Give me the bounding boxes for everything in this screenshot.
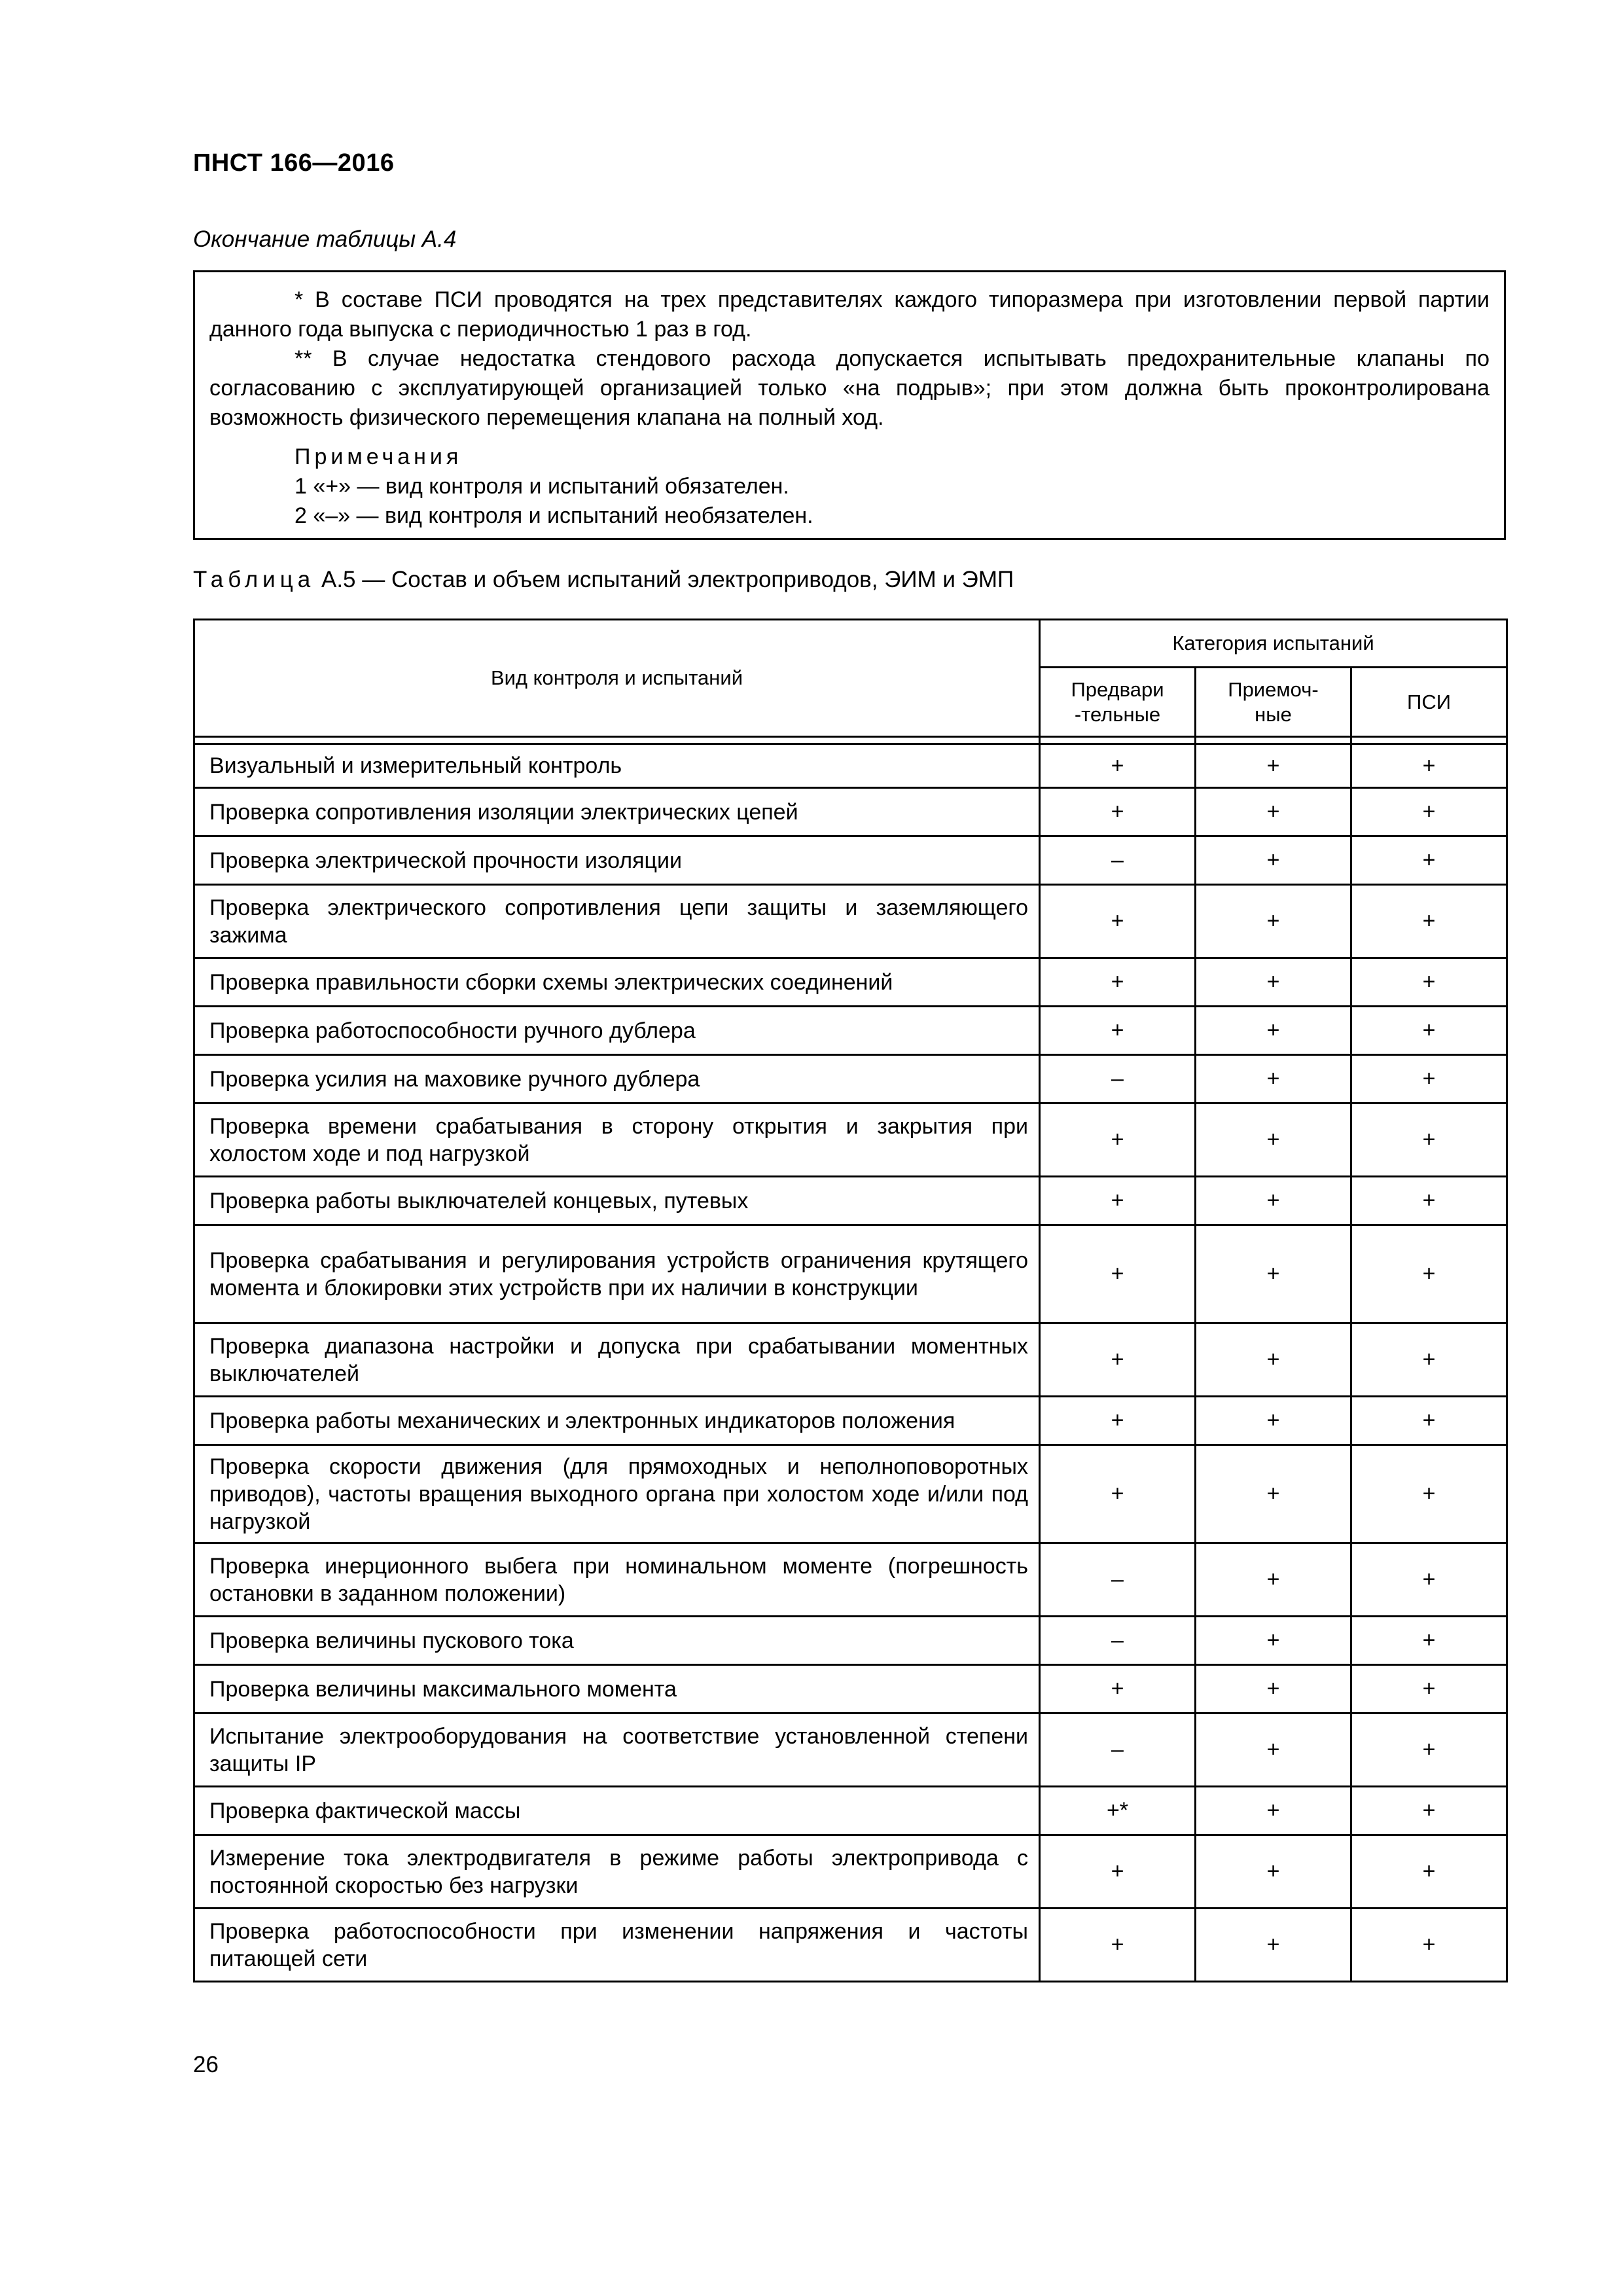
table-row bbox=[194, 836, 1507, 885]
acceptance-mark: + bbox=[1196, 1177, 1351, 1225]
table-caption-word: Таблица bbox=[193, 567, 315, 592]
table-row bbox=[194, 958, 1507, 1007]
gap-cell bbox=[194, 737, 1040, 744]
test-name-cell: Проверка инерционного выбега при номинальном моменте (погрешность остановки в заданном положении) bbox=[194, 1543, 1040, 1617]
table-row bbox=[194, 744, 1507, 788]
gap-cell bbox=[1040, 737, 1196, 744]
preliminary-mark: + bbox=[1040, 958, 1196, 1007]
psi-mark: + bbox=[1351, 1543, 1507, 1617]
preliminary-mark: + bbox=[1040, 1177, 1196, 1225]
test-name-cell: Проверка работы механических и электронных индикаторов положения bbox=[194, 1397, 1040, 1445]
psi-mark: + bbox=[1351, 1397, 1507, 1445]
psi-mark: + bbox=[1351, 1787, 1507, 1835]
page-number: 26 bbox=[193, 2052, 219, 2077]
table-row bbox=[194, 1323, 1507, 1397]
table-caption bbox=[193, 567, 1014, 593]
acceptance-mark: + bbox=[1196, 1397, 1351, 1445]
preliminary-mark: – bbox=[1040, 1543, 1196, 1617]
acceptance-mark: + bbox=[1196, 885, 1351, 958]
preliminary-mark: + bbox=[1040, 744, 1196, 788]
preliminary-mark: + bbox=[1040, 1665, 1196, 1713]
preliminary-mark: + bbox=[1040, 1397, 1196, 1445]
table-row bbox=[194, 1007, 1507, 1055]
preliminary-mark: – bbox=[1040, 1713, 1196, 1787]
header-acceptance bbox=[1196, 668, 1351, 737]
psi-mark: + bbox=[1351, 744, 1507, 788]
gap-cell bbox=[1196, 737, 1351, 744]
test-name-cell: Проверка величины максимального момента bbox=[194, 1665, 1040, 1713]
acceptance-mark: + bbox=[1196, 1055, 1351, 1103]
acceptance-mark: + bbox=[1196, 788, 1351, 836]
table-row bbox=[194, 1543, 1507, 1617]
test-name-cell: Проверка диапазона настройки и допуска при срабатывании моментных выключателей bbox=[194, 1323, 1040, 1397]
table-row bbox=[194, 1665, 1507, 1713]
table-body bbox=[194, 737, 1507, 1982]
header-acceptance-label: Приемоч-ные bbox=[1228, 677, 1319, 726]
test-name-cell: Проверка фактической массы bbox=[194, 1787, 1040, 1835]
psi-mark: + bbox=[1351, 1055, 1507, 1103]
psi-mark: + bbox=[1351, 1909, 1507, 1982]
preliminary-mark: + bbox=[1040, 1909, 1196, 1982]
acceptance-mark: + bbox=[1196, 1665, 1351, 1713]
test-name-cell: Проверка величины пускового тока bbox=[194, 1617, 1040, 1665]
continuation-caption: Окончание таблицы А.4 bbox=[193, 226, 457, 252]
acceptance-mark: + bbox=[1196, 1835, 1351, 1909]
header-psi: ПСИ bbox=[1351, 668, 1507, 737]
preliminary-mark: – bbox=[1040, 1617, 1196, 1665]
table-row bbox=[194, 1397, 1507, 1445]
psi-mark: + bbox=[1351, 1665, 1507, 1713]
acceptance-mark: + bbox=[1196, 1617, 1351, 1665]
header-test-category: Категория испытаний bbox=[1040, 620, 1507, 668]
table-row bbox=[194, 1713, 1507, 1787]
test-name-cell: Проверка работоспособности при изменении напряжения и частоты питающей сети bbox=[194, 1909, 1040, 1982]
header-test-type: Вид контроля и испытаний bbox=[194, 620, 1040, 737]
acceptance-mark: + bbox=[1196, 744, 1351, 788]
document-code: ПНСТ 166—2016 bbox=[193, 149, 395, 177]
test-name-cell: Проверка работы выключателей концевых, путевых bbox=[194, 1177, 1040, 1225]
header-preliminary-label: Предвари-тельные bbox=[1071, 677, 1164, 726]
note-1: 1 «+» — вид контроля и испытаний обязателен. bbox=[294, 474, 789, 499]
psi-mark: + bbox=[1351, 1103, 1507, 1177]
preliminary-mark: + bbox=[1040, 1103, 1196, 1177]
preliminary-mark: + bbox=[1040, 1835, 1196, 1909]
footnote-box bbox=[193, 270, 1506, 540]
table-row bbox=[194, 1177, 1507, 1225]
table-caption-rest: А.5 — Состав и объем испытаний электроприводов, ЭИМ и ЭМП bbox=[321, 567, 1014, 592]
acceptance-mark: + bbox=[1196, 958, 1351, 1007]
test-name-cell: Проверка скорости движения (для прямоходных и неполноповоротных приводов), частоты вращения выходного органа при холостом ходе и/или под нагрузкой bbox=[194, 1445, 1040, 1543]
test-name-cell: Измерение тока электродвигателя в режиме работы электропривода с постоянной скоростью без нагрузки bbox=[194, 1835, 1040, 1909]
psi-mark: + bbox=[1351, 1007, 1507, 1055]
psi-mark: + bbox=[1351, 885, 1507, 958]
table-row bbox=[194, 1909, 1507, 1982]
preliminary-mark: + bbox=[1040, 1323, 1196, 1397]
tests-table bbox=[193, 619, 1508, 1982]
acceptance-mark: + bbox=[1196, 1323, 1351, 1397]
preliminary-mark: + bbox=[1040, 788, 1196, 836]
psi-mark: + bbox=[1351, 1445, 1507, 1543]
table-row bbox=[194, 1103, 1507, 1177]
header-preliminary bbox=[1040, 668, 1196, 737]
table-row bbox=[194, 1835, 1507, 1909]
psi-mark: + bbox=[1351, 788, 1507, 836]
test-name-cell: Испытание электрооборудования на соответствие установленной степени защиты IP bbox=[194, 1713, 1040, 1787]
acceptance-mark: + bbox=[1196, 1543, 1351, 1617]
table-row bbox=[194, 1445, 1507, 1543]
test-name-cell: Проверка срабатывания и регулирования устройств ограничения крутящего момента и блокировки этих устройств при их наличии в конструкции bbox=[194, 1225, 1040, 1323]
gap-cell bbox=[1351, 737, 1507, 744]
footnote-1: * В составе ПСИ проводятся на трех представителях каждого типоразмера при изготовлении первой партии данного года выпуска с периодичностью 1 раз в год. bbox=[209, 287, 1489, 342]
psi-mark: + bbox=[1351, 1225, 1507, 1323]
preliminary-mark: + bbox=[1040, 1445, 1196, 1543]
table-row bbox=[194, 788, 1507, 836]
psi-mark: + bbox=[1351, 1713, 1507, 1787]
acceptance-mark: + bbox=[1196, 1713, 1351, 1787]
psi-mark: + bbox=[1351, 836, 1507, 885]
preliminary-mark: – bbox=[1040, 836, 1196, 885]
acceptance-mark: + bbox=[1196, 1787, 1351, 1835]
acceptance-mark: + bbox=[1196, 1909, 1351, 1982]
test-name-cell: Проверка правильности сборки схемы электрических соединений bbox=[194, 958, 1040, 1007]
acceptance-mark: + bbox=[1196, 836, 1351, 885]
test-name-cell: Визуальный и измерительный контроль bbox=[194, 744, 1040, 788]
acceptance-mark: + bbox=[1196, 1007, 1351, 1055]
psi-mark: + bbox=[1351, 958, 1507, 1007]
acceptance-mark: + bbox=[1196, 1103, 1351, 1177]
psi-mark: + bbox=[1351, 1323, 1507, 1397]
table-row bbox=[194, 1617, 1507, 1665]
preliminary-mark: + bbox=[1040, 885, 1196, 958]
psi-mark: + bbox=[1351, 1177, 1507, 1225]
test-name-cell: Проверка сопротивления изоляции электрических цепей bbox=[194, 788, 1040, 836]
preliminary-mark: + bbox=[1040, 1007, 1196, 1055]
table-row bbox=[194, 1225, 1507, 1323]
test-name-cell: Проверка электрического сопротивления цепи защиты и заземляющего зажима bbox=[194, 885, 1040, 958]
table-row bbox=[194, 1787, 1507, 1835]
table-row bbox=[194, 1055, 1507, 1103]
header-gap-row bbox=[194, 737, 1507, 744]
psi-mark: + bbox=[1351, 1617, 1507, 1665]
test-name-cell: Проверка работоспособности ручного дублера bbox=[194, 1007, 1040, 1055]
test-name-cell: Проверка усилия на маховике ручного дублера bbox=[194, 1055, 1040, 1103]
notes-title: Примечания bbox=[294, 444, 463, 469]
preliminary-mark: +* bbox=[1040, 1787, 1196, 1835]
test-name-cell: Проверка электрической прочности изоляции bbox=[194, 836, 1040, 885]
test-name-cell: Проверка времени срабатывания в сторону открытия и закрытия при холостом ходе и под нагрузкой bbox=[194, 1103, 1040, 1177]
preliminary-mark: + bbox=[1040, 1225, 1196, 1323]
psi-mark: + bbox=[1351, 1835, 1507, 1909]
table-row bbox=[194, 885, 1507, 958]
acceptance-mark: + bbox=[1196, 1445, 1351, 1543]
note-2: 2 «–» — вид контроля и испытаний необязателен. bbox=[294, 503, 813, 528]
footnote-2: ** В случае недостатка стендового расхода допускается испытывать предохранительные клапаны по согласованию с эксплуатирующей организацией только «на подрыв»; при этом должна быть проконтролирована возможность физического перемещения клапана на полный ход. bbox=[209, 346, 1489, 430]
preliminary-mark: – bbox=[1040, 1055, 1196, 1103]
acceptance-mark: + bbox=[1196, 1225, 1351, 1323]
